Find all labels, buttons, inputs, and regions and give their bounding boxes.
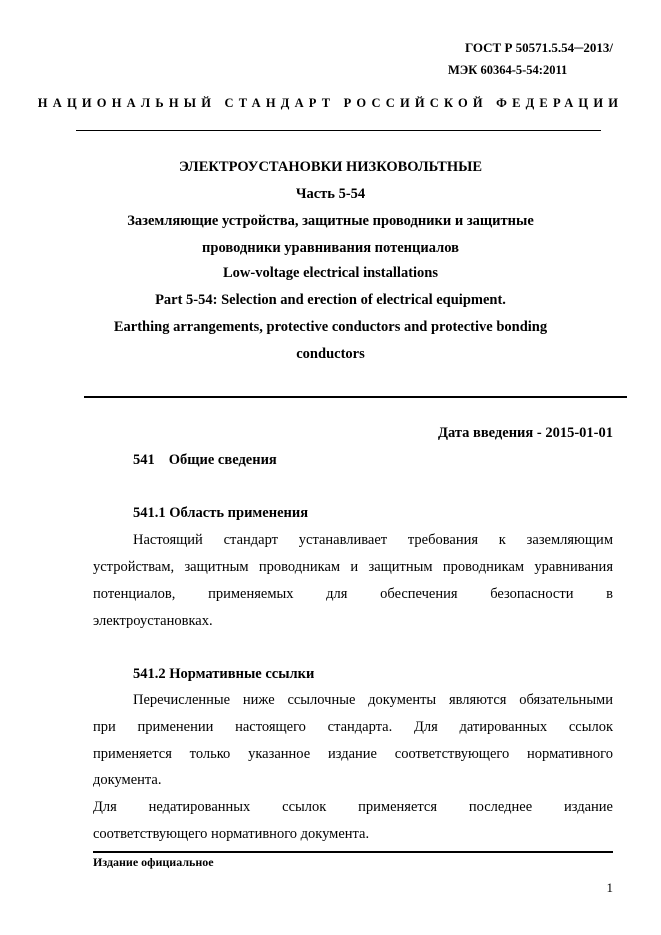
edition-note: Издание официальное [93,855,214,869]
standard-code: ГОСТ Р 50571.5.54─2013/ [464,40,613,55]
section-541-2-line-1: Перечисленные ниже ссылочные документы являются обязательными [133,692,613,708]
section-541-title: Общие сведения [168,452,277,468]
section-541-1-line-3: потенциалов, применяемых для обеспечения безопасности в [93,586,613,602]
section-541-1-line-2: устройствам, защитным проводникам и защитным проводникам уравнивания [93,559,613,575]
title-en-subtitle-1: Earthing arrangements, protective conductors and protective bonding [113,319,548,335]
iec-code: МЭК 60364-5-54:2011 [448,63,568,77]
footer-divider [93,851,613,853]
section-541-number: 541 [133,452,155,468]
title-ru-main: ЭЛЕКТРОУСТАНОВКИ НИЗКОВОЛЬТНЫЕ [178,159,483,175]
section-541-2-heading: 541.2 Нормативные ссылки [133,666,315,682]
section-541-2-line-5: Для недатированных ссылок применяется последнее издание [93,799,613,815]
national-standard-banner: НАЦИОНАЛЬНЫЙ СТАНДАРТ РОССИЙСКОЙ ФЕДЕРАЦИИ [37,96,624,110]
title-ru-part: Часть 5-54 [295,186,366,202]
section-541-heading [133,452,277,469]
header-divider [76,130,601,131]
title-en-part: Part 5-54: Selection and erection of electrical equipment. [155,292,506,308]
section-541-1-line-4: электроустановках. [93,613,213,629]
section-541-2-line-4: документа. [93,772,162,788]
title-en-subtitle-2: conductors [296,346,365,362]
title-divider [84,396,627,398]
section-541-2-line-2: при применении настоящего стандарта. Для датированных ссылок [93,719,613,735]
section-541-2-line-3: применяется только указанное издание соответствующего нормативного [93,746,613,762]
title-ru-subtitle-2: проводники уравнивания потенциалов [202,240,459,256]
page-number: 1 [606,880,613,895]
title-en-main: Low-voltage electrical installations [222,265,439,281]
intro-date: Дата введения - 2015-01-01 [438,425,613,441]
title-ru-subtitle-1: Заземляющие устройства, защитные проводники и защитные [127,213,534,229]
section-541-1-heading: 541.1 Область применения [133,505,309,521]
section-541-2-line-6: соответствующего нормативного документа. [93,826,370,842]
section-541-1-line-1: Настоящий стандарт устанавливает требования к заземляющим [133,532,613,548]
